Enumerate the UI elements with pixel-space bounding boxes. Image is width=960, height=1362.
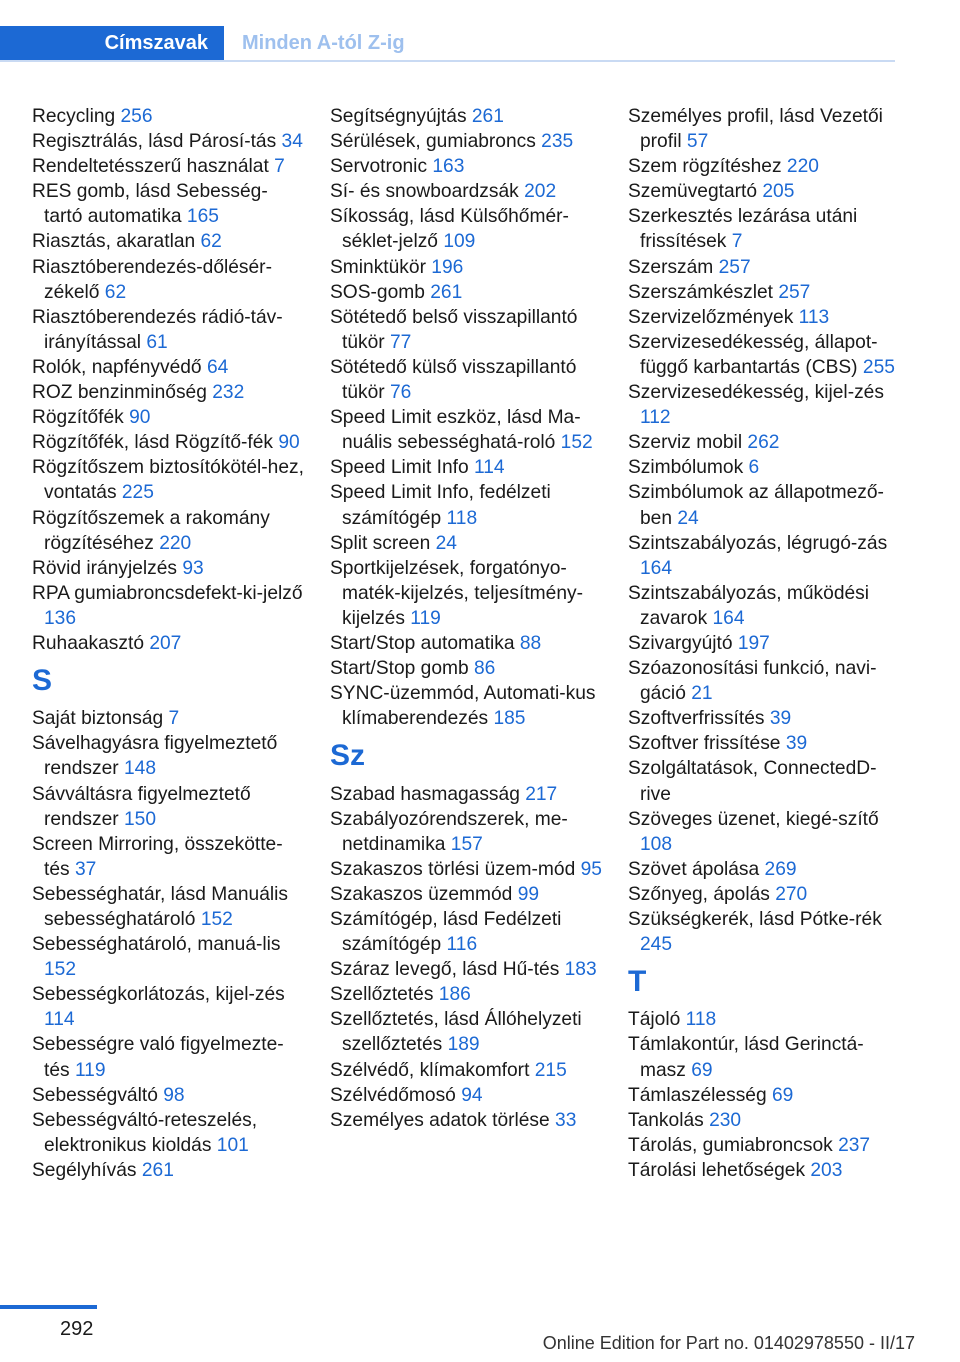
entry-term: Szem rögzítéshez (628, 156, 787, 178)
index-entry (32, 405, 304, 430)
page-link[interactable]: 185 (493, 708, 526, 730)
page-link[interactable]: 64 (206, 356, 229, 378)
header-divider (0, 60, 895, 62)
entry-term: Start/Stop automatika (330, 632, 520, 654)
header-tabs (0, 26, 895, 62)
entry-term: Szimbólumok (628, 457, 749, 479)
index-entry (628, 807, 902, 857)
entry-term: Segélyhívás (32, 1159, 142, 1181)
entry-term: Szerszám (628, 256, 719, 278)
entry-term: Szintszabályozás, légrugó‐zás (628, 532, 888, 554)
page-link[interactable]: 7 (274, 156, 285, 178)
index-entry (628, 1133, 902, 1158)
page-link[interactable]: 164 (640, 557, 673, 579)
index-entry (628, 1007, 902, 1032)
entry-term: Sebességkorlátozás, kijel‐zés (32, 984, 285, 1006)
index-entry (330, 556, 602, 631)
page-link[interactable]: 255 (862, 356, 895, 378)
page-link[interactable]: 57 (686, 131, 709, 153)
index-entry (32, 581, 304, 631)
index-entry (330, 1007, 602, 1057)
page-link[interactable]: 197 (737, 632, 770, 654)
page-link[interactable]: 21 (691, 683, 713, 705)
index-entry (628, 1083, 902, 1108)
entry-term: Szivargyújtó (628, 632, 738, 654)
tab-cimszavak[interactable]: Címszavak (0, 26, 224, 60)
page-link[interactable]: 148 (123, 758, 156, 780)
page-link[interactable]: 34 (281, 131, 303, 153)
index-entry (628, 455, 902, 480)
index-entry (628, 430, 902, 455)
index-entry (628, 305, 902, 330)
entry-term: SOS-gomb (330, 281, 431, 303)
entry-term: Szintszabályozás, működési zavarok (628, 582, 870, 629)
index-entry (32, 1158, 304, 1183)
page-link[interactable]: 99 (517, 883, 540, 905)
page-link[interactable]: 256 (120, 106, 153, 127)
index-entry (628, 1158, 902, 1183)
entry-term: Szolgáltatások, ConnectedD‐rive (628, 758, 877, 805)
page-link[interactable]: 95 (580, 858, 602, 880)
index-entry (330, 982, 602, 1007)
entry-term: Számítógép, lásd Fedélzeti számítógép (330, 909, 562, 956)
page-link[interactable]: 88 (519, 632, 542, 654)
page-link[interactable]: 114 (44, 1009, 75, 1031)
index-entry (628, 907, 902, 957)
entry-term: Sötétedő külső visszapillantó tükör (330, 356, 577, 404)
entry-term: SYNC-üzemmód, Automati‐kus klímaberendezés (330, 683, 596, 730)
page-link[interactable]: 98 (163, 1084, 185, 1106)
entry-term: Szélvédő, klímakomfort (330, 1059, 535, 1081)
page-link[interactable]: 207 (149, 632, 182, 654)
index-entry (32, 229, 304, 254)
index-entry (32, 731, 304, 781)
index-entry (32, 1032, 304, 1082)
entry-term: Szakaszos üzemmód (330, 883, 518, 905)
entry-term: Start/Stop gomb (330, 658, 474, 680)
index-entry (628, 255, 902, 280)
index-entry (628, 631, 902, 656)
page-link[interactable]: 152 (560, 432, 593, 454)
page-link[interactable]: 152 (200, 909, 233, 931)
entry-term: Tankolás (628, 1109, 710, 1131)
entry-term: Szóazonosítási funkció, navi‐gáció (628, 658, 877, 705)
index-entry (32, 706, 304, 731)
entry-term: RPA gumiabroncsdefekt-ki‐jelző (32, 582, 303, 604)
index-entry (32, 506, 304, 556)
index-column-1 (32, 104, 304, 1183)
entry-term: Sebességhatároló, manuá‐lis (32, 934, 281, 956)
index-entry (330, 1083, 602, 1108)
page-link[interactable]: 118 (685, 1009, 717, 1031)
page-link[interactable]: 62 (104, 281, 127, 303)
entry-term: Szoftver frissítése (628, 733, 786, 755)
page-link[interactable]: 157 (450, 833, 483, 855)
entry-term: ROZ benzinminőség (32, 382, 213, 404)
page-link[interactable]: 76 (390, 382, 412, 404)
entry-term: Sebességhatár, lásd Manuális sebességhatároló (32, 883, 288, 931)
index-entry (628, 154, 902, 179)
page-link[interactable]: 108 (640, 833, 673, 855)
entry-term: Servotronic (330, 156, 433, 178)
index-entry (32, 129, 304, 154)
page-link[interactable]: 90 (129, 407, 151, 429)
page-link[interactable]: 69 (691, 1059, 713, 1081)
entry-term: Rolók, napfényvédő (32, 356, 207, 378)
entry-term: Tárolás, gumiabroncsok (628, 1134, 839, 1156)
entry-term: Rögzítőfék (32, 407, 130, 429)
entry-term: Sportkijelzések, forgatónyo‐maték-kijelzés, teljesítmény‐kijelzés (330, 557, 583, 629)
entry-term: Sebességváltó (32, 1084, 164, 1106)
index-entry (32, 455, 304, 505)
page-link[interactable]: 7 (731, 231, 743, 253)
entry-term: Sebességváltó-reteszelés, elektronikus kioldás (32, 1109, 258, 1156)
page-link[interactable]: 196 (431, 256, 464, 278)
entry-term: Sávelhagyásra figyelmeztető rendszer (32, 733, 278, 780)
index-entry (32, 154, 304, 179)
entry-term: Regisztrálás, lásd Párosí‐tás (32, 131, 282, 153)
page-link[interactable]: 37 (74, 858, 97, 880)
index-entry (32, 932, 304, 982)
entry-term: Segítségnyújtás (330, 106, 472, 127)
entry-term: Szellőztetés (330, 984, 439, 1006)
entry-term: Szervizelőzmények (628, 306, 799, 328)
index-entry (330, 455, 602, 480)
page-link[interactable]: 203 (810, 1159, 843, 1181)
index-entry (330, 129, 602, 154)
page-link[interactable]: 61 (146, 331, 168, 353)
index-entry (330, 681, 602, 731)
entry-term: Szimbólumok az állapotmező‐ben (628, 482, 884, 529)
index-entry (330, 782, 602, 807)
page-link[interactable]: 235 (541, 131, 574, 153)
page-link[interactable]: 262 (747, 432, 780, 454)
page-link[interactable]: 7 (168, 708, 180, 730)
index-entry (330, 957, 602, 982)
entry-term: Szabályozórendszerek, me‐netdinamika (330, 808, 568, 855)
entry-term: Szerkesztés lezárása utáni frissítések (628, 206, 858, 253)
index-entry (330, 1108, 602, 1133)
page-link[interactable]: 186 (438, 984, 471, 1006)
index-entry (330, 882, 602, 907)
page-number: 292 (60, 1318, 94, 1340)
entry-term: Támlakontúr, lásd Gerinctá‐masz (628, 1034, 864, 1081)
index-entry (628, 531, 902, 581)
index-entry (330, 907, 602, 957)
entry-term: Sminktükör (330, 256, 432, 278)
page-link[interactable]: 261 (471, 106, 504, 127)
entry-term: Személyes profil, lásd Vezetői profil (628, 106, 883, 153)
page-link[interactable]: 152 (44, 959, 77, 981)
page-link[interactable]: 261 (430, 281, 463, 303)
page-link[interactable]: 164 (712, 607, 745, 629)
page-link[interactable]: 245 (640, 934, 673, 956)
index-entry (32, 1083, 304, 1108)
index-entry (32, 782, 304, 832)
page-link[interactable]: 163 (432, 156, 465, 178)
page-link[interactable]: 39 (785, 733, 808, 755)
page-link[interactable]: 93 (182, 557, 204, 579)
page-link[interactable]: 118 (446, 507, 478, 529)
index-entry (330, 807, 602, 857)
entry-term: Tájoló (628, 1009, 686, 1031)
entry-term: Szemüvegtartó (628, 181, 763, 203)
entry-term: Szöveges üzenet, kiegé‐szítő (628, 808, 879, 830)
page-link[interactable]: 114 (474, 457, 505, 479)
entry-term: Szélvédőmosó (330, 1084, 462, 1106)
entry-term: Recycling (32, 106, 121, 127)
entry-term: Riasztóberendezés rádió-táv‐irányítással (32, 306, 283, 353)
index-entry (628, 204, 902, 254)
index-column-3 (628, 104, 902, 1183)
index-entry (330, 631, 602, 656)
entry-term: Rögzítőfék, lásd Rögzítő‐fék (32, 432, 279, 454)
page-link[interactable]: 77 (390, 331, 412, 353)
page-link[interactable]: 165 (186, 206, 219, 228)
entry-term: Szükségkerék, lásd Pótke‐rék (628, 909, 882, 930)
page-link[interactable]: 119 (410, 607, 441, 629)
entry-term: Szerszámkészlet (628, 281, 779, 303)
index-entry (330, 480, 602, 530)
index-entry (32, 179, 304, 229)
index-entry (628, 179, 902, 204)
index-entry (628, 380, 902, 430)
index-entry (628, 706, 902, 731)
index-entry (32, 305, 304, 355)
entry-term: Síkosság, lásd Külsőhőmér‐séklet-jelző (330, 206, 569, 253)
index-entry (32, 255, 304, 305)
index-entry (628, 330, 902, 380)
page-link[interactable]: 119 (74, 1059, 106, 1081)
index-entry (330, 179, 602, 204)
entry-term: Tárolási lehetőségek (628, 1159, 811, 1181)
entry-term: Speed Limit Info, fedélzeti számítógép (330, 482, 551, 529)
entry-term: Sebességre való figyelmezte‐tés (32, 1034, 284, 1081)
page-link[interactable]: 237 (838, 1134, 871, 1156)
page-link[interactable]: 39 (769, 708, 792, 730)
index-entry (32, 1108, 304, 1158)
page-link[interactable]: 101 (216, 1134, 249, 1156)
page-link[interactable]: 183 (564, 959, 597, 981)
page-link[interactable]: 230 (709, 1109, 742, 1131)
entry-term: Sérülések, gumiabroncs (330, 131, 542, 153)
page-link[interactable]: 270 (775, 883, 808, 905)
page-link[interactable]: 62 (200, 231, 222, 253)
entry-term: Rögzítőszemek a rakomány rögzítéséhez (32, 507, 270, 554)
entry-term: Speed Limit Info (330, 457, 474, 479)
page-link[interactable]: 220 (786, 156, 819, 178)
entry-term: Szervizesedékesség, kijel‐zés (628, 382, 884, 404)
page-link[interactable]: 112 (640, 407, 671, 429)
section-letter: Sz (330, 739, 366, 773)
index-entry (628, 280, 902, 305)
page-link[interactable]: 269 (764, 858, 797, 880)
entry-term: Száraz levegő, lásd Hű‐tés (330, 959, 565, 981)
entry-term: Sötétedő belső visszapillantó tükör (330, 306, 578, 353)
index-entry (628, 1032, 902, 1082)
entry-term: Támlaszélesség (628, 1084, 772, 1106)
index-entry (32, 832, 304, 882)
index-entry (32, 631, 304, 656)
index-entry (628, 731, 902, 756)
index-entry (330, 255, 602, 280)
page-link[interactable]: 232 (212, 382, 245, 404)
index-entry (32, 430, 304, 455)
index-entry (628, 104, 902, 154)
page-link[interactable]: 205 (762, 181, 795, 203)
index-entry (330, 280, 602, 305)
entry-term: Rövid irányjelzés (32, 557, 183, 579)
page-link[interactable]: 257 (718, 256, 751, 278)
entry-term: Szervizesedékesség, állapot‐függő karbantartás (CBS) (628, 331, 878, 378)
entry-term: Szabad hasmagasság (330, 783, 526, 805)
entry-term: Split screen (330, 532, 436, 554)
index-entry (32, 355, 304, 380)
entry-term: Riasztás, akaratlan (32, 231, 201, 253)
page-link[interactable]: 109 (443, 231, 476, 253)
index-entry (32, 556, 304, 581)
page-link[interactable]: 113 (798, 306, 830, 328)
footer-accent-line (0, 1305, 97, 1309)
entry-term: Szakaszos törlési üzem‐mód (330, 858, 581, 880)
index-entry (32, 380, 304, 405)
page-link[interactable]: 220 (159, 532, 192, 554)
index-entry (330, 531, 602, 556)
index-column-2 (330, 104, 602, 1133)
page-link[interactable]: 24 (435, 532, 457, 554)
index-entry (330, 154, 602, 179)
page-link[interactable]: 136 (44, 607, 77, 629)
page-link[interactable]: 94 (461, 1084, 483, 1106)
entry-term: Szellőztetés, lásd Állóhelyzeti szellőztetés (330, 1009, 582, 1056)
index-entry (628, 857, 902, 882)
page-link[interactable]: 189 (447, 1034, 480, 1056)
section-letter: S (32, 664, 53, 698)
index-entry (330, 104, 602, 129)
page-link[interactable]: 257 (778, 281, 811, 303)
page-link[interactable]: 69 (771, 1084, 794, 1106)
index-entry (628, 480, 902, 530)
entry-term: Szoftverfrissítés (628, 708, 770, 730)
index-entry (32, 882, 304, 932)
page-link[interactable]: 202 (524, 181, 557, 203)
index-entry (330, 857, 602, 882)
index-entry (628, 656, 902, 706)
index-entry (330, 204, 602, 254)
tab-minden-a-tol-z-ig[interactable]: Minden A-tól Z-ig (242, 31, 405, 54)
edition-info: Online Edition for Part no. 01402978550 - II/17 (542, 1333, 915, 1353)
page-link[interactable]: 261 (141, 1159, 174, 1181)
index-entry (628, 1108, 902, 1133)
index-entry (330, 1058, 602, 1083)
page-link[interactable]: 215 (534, 1059, 567, 1081)
index-entry (330, 405, 602, 455)
entry-term: Saját biztonság (32, 708, 169, 730)
page-link[interactable]: 6 (748, 457, 760, 479)
entry-term: Szerviz mobil (628, 432, 748, 454)
index-entry (628, 882, 902, 907)
section-letter: T (628, 965, 647, 999)
entry-term: Szövet ápolása (628, 858, 765, 880)
index-entry (32, 104, 304, 129)
entry-term: Ruhaakasztó (32, 632, 150, 654)
page-link[interactable]: 33 (555, 1109, 577, 1131)
page-link[interactable]: 116 (446, 934, 478, 956)
page-link[interactable]: 150 (123, 808, 156, 830)
page-link[interactable]: 24 (677, 507, 699, 529)
index-entry (330, 305, 602, 355)
entry-term: Személyes adatok törlése (330, 1109, 556, 1131)
index-entry (330, 355, 602, 405)
index-entry (32, 982, 304, 1032)
page-link[interactable]: 225 (121, 482, 154, 504)
entry-term: Sí- és snowboardzsák (330, 181, 525, 203)
index-entry (330, 656, 602, 681)
entry-term: Szőnyeg, ápolás (628, 883, 776, 905)
page-link[interactable]: 90 (278, 432, 300, 454)
entry-term: RES gomb, lásd Sebesség‐tartó automatika (32, 181, 268, 228)
entry-term: Screen Mirroring, összekötte‐tés (32, 833, 283, 880)
entry-term: Riasztóberendezés-dőlésér‐zékelő (32, 256, 272, 303)
index-entry (628, 756, 902, 806)
entry-term: Speed Limit eszköz, lásd Ma‐nuális sebességhatá‐roló (330, 407, 581, 454)
index-entry (628, 581, 902, 631)
entry-term: Rendeltetésszerű használat (32, 156, 275, 178)
page-link[interactable]: 217 (525, 783, 558, 805)
page-link[interactable]: 86 (473, 658, 496, 680)
entry-term: Rögzítőszem biztosítókötél‐hez, vontatás (32, 457, 304, 504)
entry-term: Sávváltásra figyelmeztető rendszer (32, 783, 251, 830)
